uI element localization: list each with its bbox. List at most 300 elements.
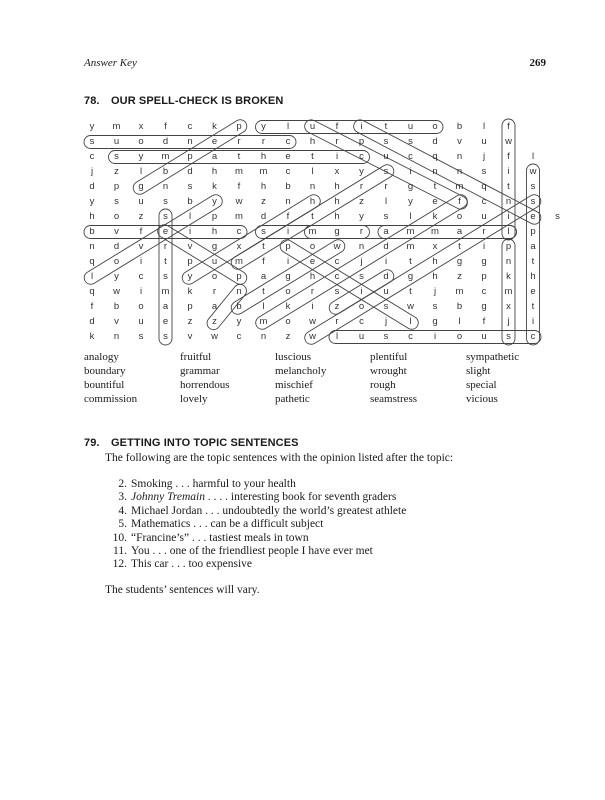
sentence-row [105, 532, 406, 545]
word-item: pathetic [275, 393, 310, 405]
grid-letter: c [481, 286, 487, 297]
word-item: seamstress [370, 393, 418, 405]
grid-letter: d [260, 211, 267, 222]
grid-letter: l [507, 226, 510, 237]
grid-letter: r [335, 316, 339, 327]
grid-letter: o [113, 211, 120, 222]
grid-letter: c [530, 331, 536, 342]
word-item: mischief [275, 379, 313, 391]
grid-letter: d [383, 241, 389, 252]
grid-letter: r [163, 241, 168, 252]
grid-letter: p [358, 136, 365, 147]
grid-letter: b [89, 226, 95, 237]
grid-letter: m [406, 241, 415, 252]
grid-letter: l [262, 301, 265, 312]
grid-letter: d [113, 241, 120, 252]
sentence-number: 5. [118, 518, 127, 531]
grid-letter: r [335, 136, 339, 147]
grid-letter: w [309, 331, 316, 342]
answer-loop [278, 237, 421, 331]
grid-letter: v [114, 316, 119, 327]
grid-letter: n [505, 256, 512, 267]
grid-letter: s [163, 211, 168, 222]
grid-letter: b [113, 301, 120, 312]
grid-letter: n [285, 196, 291, 207]
grid-letter: o [138, 301, 144, 312]
sentence-number: 4. [118, 504, 127, 517]
grid-letter: r [310, 286, 315, 297]
grid-letter: d [187, 166, 193, 177]
grid-letter: s [555, 211, 560, 222]
grid-letter: p [187, 301, 193, 312]
grid-letter: m [259, 316, 268, 327]
grid-letter: l [188, 211, 192, 222]
grid-letter: m [455, 181, 464, 192]
grid-letter: m [161, 151, 170, 162]
grid-letter: x [334, 166, 340, 177]
grid-letter: i [360, 286, 363, 297]
grid-letter: r [261, 136, 266, 147]
grid-letter: c [481, 196, 487, 207]
sentence-topic: Michael Jordan [131, 504, 203, 517]
word-item: luscious [275, 351, 312, 363]
grid-letter: l [286, 121, 290, 132]
word-column [180, 350, 230, 406]
grid-letter: t [507, 181, 510, 192]
grid-letter: w [211, 331, 218, 342]
grid-letter: t [458, 241, 461, 252]
grid-letter: x [432, 241, 438, 252]
word-item: melancholy [275, 365, 327, 377]
grid-letter: n [456, 151, 463, 162]
grid-letter: s [432, 301, 438, 312]
grid-letter: d [89, 181, 95, 192]
grid-letter: z [334, 301, 340, 312]
grid-letter: a [383, 226, 389, 237]
sentence-row [105, 491, 406, 504]
grid-letter: d [383, 271, 389, 282]
grid-letter: m [406, 226, 415, 237]
grid-letter: u [481, 331, 487, 342]
grid-letter: c [285, 136, 291, 147]
grid-letter: h [432, 271, 438, 282]
grid-letter: h [309, 196, 316, 207]
grid-letter: o [358, 301, 365, 312]
grid-letter: i [360, 121, 363, 132]
grid-letter: z [285, 331, 291, 342]
grid-letter: o [456, 331, 463, 342]
word-item: wrought [370, 365, 407, 377]
grid-letter: f [90, 301, 94, 312]
grid-letter: i [139, 256, 143, 267]
word-column [275, 350, 326, 406]
grid-letter: v [187, 241, 193, 252]
grid-letter: l [458, 316, 461, 327]
grid-letter: j [507, 316, 510, 327]
grid-letter: q [481, 181, 487, 192]
grid-letter: c [236, 331, 242, 342]
grid-letter: m [235, 211, 243, 222]
grid-letter: h [334, 181, 340, 192]
grid-letter: m [235, 256, 243, 267]
grid-letter: p [187, 151, 193, 162]
grid-letter: d [162, 136, 169, 147]
grid-letter: y [89, 121, 95, 132]
word-column [370, 350, 417, 406]
sentence-topic: Mathematics [131, 518, 191, 531]
grid-letter: t [237, 151, 241, 162]
sentence-opinion: . . . too expensive [168, 558, 253, 571]
grid-letter: b [285, 181, 291, 192]
grid-letter: r [482, 226, 486, 237]
sentence-row [105, 545, 406, 558]
intro-text: The following are the topic sentences with the opinion listed after the topic: [105, 452, 454, 464]
grid-letter: n [236, 286, 242, 297]
sentence-topic: Johnny Tremain [131, 491, 205, 504]
grid-letter: n [113, 331, 120, 342]
grid-letter: k [432, 211, 438, 222]
grid-letter: p [236, 121, 242, 132]
grid-letter: c [408, 331, 413, 342]
grid-letter: g [138, 181, 144, 192]
grid-letter: c [187, 121, 193, 132]
grid-letter: i [409, 166, 412, 177]
grid-letter: r [212, 286, 217, 297]
grid-letter: i [531, 316, 535, 327]
grid-letter: s [359, 271, 364, 282]
word-column [84, 350, 137, 406]
grid-letter: s [383, 211, 389, 222]
grid-letter: t [409, 286, 412, 297]
grid-letter: s [383, 136, 389, 147]
grid-letter: p [211, 211, 218, 222]
grid-letter: x [236, 241, 242, 252]
grid-letter: f [164, 121, 167, 132]
grid-letter: s [383, 301, 389, 312]
grid-letter: f [262, 256, 265, 267]
grid-letter: n [505, 196, 512, 207]
grid-letter: l [531, 151, 535, 162]
grid-letter: d [89, 316, 95, 327]
grid-letter: o [113, 256, 120, 267]
grid-letter: g [432, 316, 438, 327]
grid-letter: q [89, 286, 95, 297]
grid-letter: t [164, 256, 167, 267]
grid-letter: c [359, 151, 364, 162]
grid-letter: m [504, 286, 513, 297]
section-number: 78. [84, 95, 100, 107]
sentence-number: 10. [112, 531, 127, 544]
grid-letter: c [285, 166, 291, 177]
grid-letter: y [359, 211, 364, 222]
section-title: OUR SPELL-CHECK IS BROKEN [111, 95, 284, 107]
grid-letter: g [334, 226, 340, 237]
word-item: grammar [180, 365, 220, 377]
grid-letter: l [311, 166, 314, 177]
grid-letter: i [482, 241, 486, 252]
grid-letter: p [187, 256, 193, 267]
topic-sentence-list [105, 478, 406, 572]
answer-loop [82, 192, 225, 286]
grid-letter: u [481, 211, 487, 222]
grid-letter: u [358, 331, 365, 342]
grid-letter: y [212, 196, 217, 207]
section-title: GETTING INTO TOPIC SENTENCES [111, 437, 299, 449]
grid-letter: f [482, 316, 486, 327]
grid-letter: r [237, 136, 241, 147]
grid-letter: y [89, 196, 95, 207]
grid-letter: o [432, 121, 438, 132]
sentence-topic: Smoking [131, 478, 173, 490]
word-list [84, 350, 554, 406]
grid-letter: c [138, 271, 144, 282]
grid-letter: y [359, 166, 364, 177]
grid-letter: s [481, 166, 487, 177]
grid-letter: p [505, 241, 512, 252]
grid-letter: y [236, 316, 242, 327]
grid-letter: u [211, 256, 218, 267]
grid-letter: j [433, 286, 437, 297]
grid-letter: c [236, 226, 242, 237]
sentence-row [105, 505, 406, 518]
grid-letter: e [285, 151, 291, 162]
grid-letter: l [409, 316, 412, 327]
grid-letter: m [259, 166, 268, 177]
grid-letter: l [139, 166, 143, 177]
answer-loop [180, 192, 323, 286]
grid-letter: t [311, 151, 314, 162]
word-item: boundary [84, 365, 126, 377]
grid-letter: n [89, 241, 95, 252]
grid-letter: h [432, 256, 438, 267]
grid-letter: s [138, 331, 144, 342]
grid-letter: h [309, 136, 316, 147]
grid-letter: q [89, 256, 95, 267]
grid-letter: n [260, 331, 267, 342]
grid-letter: m [455, 286, 464, 297]
word-search-grid [80, 118, 560, 342]
grid-letter: w [235, 196, 243, 207]
grid-letter: z [114, 166, 119, 177]
grid-letter: h [260, 181, 267, 192]
word-item: slight [466, 365, 491, 377]
grid-letter: y [187, 271, 193, 282]
grid-letter: f [458, 196, 461, 207]
grid-letter: a [260, 271, 267, 282]
grid-letter: f [139, 226, 143, 237]
grid-letter: g [407, 181, 414, 192]
grid-letter: k [187, 286, 193, 297]
grid-letter: f [335, 121, 339, 132]
sentence-row [105, 518, 406, 531]
grid-letter: s [530, 181, 536, 192]
grid-letter: j [384, 316, 388, 327]
sentence-opinion: . . . undoubtedly the world’s greatest athlete [202, 504, 407, 517]
sentence-opinion: . . . . interesting book for seventh graders [205, 491, 397, 504]
grid-letter: l [482, 121, 486, 132]
grid-letter: i [286, 256, 290, 267]
page-header [84, 57, 546, 73]
grid-letter: t [531, 301, 535, 312]
grid-letter: x [506, 301, 511, 312]
grid-letter: a [530, 241, 536, 252]
grid-letter: r [359, 226, 364, 237]
grid-letter: k [212, 181, 217, 192]
grid-letter: i [188, 226, 192, 237]
grid-letter: i [311, 301, 314, 312]
word-item: plentiful [370, 351, 408, 363]
grid-letter: w [113, 286, 120, 297]
grid-letter: s [261, 226, 266, 237]
grid-letter: z [359, 196, 364, 207]
grid-letter: t [433, 181, 437, 192]
grid-letter: q [432, 151, 438, 162]
grid-letter: h [334, 211, 340, 222]
grid-letter: a [456, 226, 463, 237]
grid-letter: s [383, 166, 389, 177]
grid-letter: w [309, 316, 316, 327]
grid-letter: n [358, 241, 365, 252]
grid-letter: m [235, 166, 243, 177]
closing-note: The students’ sentences will vary. [105, 584, 260, 596]
grid-letter: g [211, 241, 218, 252]
grid-letter: u [481, 136, 487, 147]
grid-letter: l [335, 331, 339, 342]
grid-letter: o [285, 316, 291, 327]
grid-letter: o [211, 271, 218, 282]
grid-letter: t [311, 211, 314, 222]
grid-letter: h [211, 226, 218, 237]
grid-letter: a [162, 301, 169, 312]
sentence-topic: This car [131, 558, 169, 571]
grid-letter: v [187, 331, 193, 342]
grid-letter: h [89, 211, 95, 222]
grid-letter: u [383, 151, 389, 162]
grid-letter: s [506, 331, 511, 342]
word-item: horrendous [180, 379, 230, 391]
grid-letter: n [187, 136, 193, 147]
grid-letter: p [530, 226, 536, 237]
sentence-opinion: . . . can be a difficult subject [190, 518, 324, 531]
sentence-number: 2. [118, 478, 127, 490]
word-item: commission [84, 393, 138, 405]
grid-letter: s [530, 196, 536, 207]
word-item: fruitful [180, 351, 212, 363]
grid-letter: w [505, 136, 512, 147]
grid-letter: t [262, 286, 265, 297]
grid-letter: u [138, 196, 144, 207]
grid-letter: i [335, 151, 339, 162]
grid-letter: c [408, 151, 413, 162]
grid-letter: e [162, 316, 169, 327]
grid-letter: r [384, 181, 388, 192]
grid-letter: f [507, 121, 510, 132]
grid-letter: s [163, 196, 168, 207]
grid-letter: t [409, 256, 412, 267]
grid-letter: f [286, 211, 290, 222]
word-item: analogy [84, 351, 119, 363]
grid-letter: y [261, 121, 266, 132]
grid-letter: p [113, 181, 120, 192]
grid-letter: j [360, 256, 363, 267]
word-item: lovely [180, 393, 208, 405]
grid-letter: s [89, 136, 95, 147]
grid-letter: z [212, 316, 217, 327]
grid-letter: t [384, 121, 388, 132]
grid-letter: n [162, 181, 169, 192]
grid-letter: a [211, 151, 218, 162]
grid-letter: b [236, 301, 242, 312]
grid-letter: s [163, 331, 168, 342]
sentence-row [105, 478, 406, 491]
grid-letter: z [187, 316, 193, 327]
grid-letter: r [359, 181, 364, 192]
sentence-number: 3. [118, 491, 127, 504]
grid-letter: s [408, 136, 413, 147]
grid-letter: f [507, 151, 510, 162]
grid-letter: h [260, 151, 267, 162]
grid-letter: l [90, 271, 94, 282]
grid-letter: e [530, 286, 536, 297]
page-number: 269 [529, 57, 546, 69]
grid-letter: u [407, 121, 414, 132]
grid-letter: s [383, 331, 389, 342]
grid-letter: e [309, 256, 316, 267]
grid-letter: i [507, 211, 510, 222]
grid-letter: s [187, 181, 193, 192]
grid-letter: h [309, 271, 316, 282]
grid-letter: a [211, 301, 218, 312]
grid-letter: e [432, 196, 438, 207]
grid-letter: i [384, 256, 388, 267]
grid-letter: b [456, 301, 463, 312]
grid-letter: p [285, 241, 291, 252]
word-item: rough [370, 379, 396, 391]
grid-letter: u [309, 121, 316, 132]
grid-letter: j [482, 151, 486, 162]
sentence-opinion: . . . tastiest meals in town [189, 531, 309, 544]
grid-letter: d [432, 136, 438, 147]
grid-letter: j [90, 166, 94, 177]
grid-letter: l [384, 196, 388, 207]
grid-letter: u [383, 286, 389, 297]
grid-letter: i [507, 166, 510, 177]
grid-letter: i [286, 226, 290, 237]
grid-letter: e [211, 136, 218, 147]
grid-letter: n [309, 181, 316, 192]
grid-letter: i [433, 331, 437, 342]
grid-letter: m [112, 121, 121, 132]
grid-letter: g [285, 271, 291, 282]
grid-letter: u [138, 316, 144, 327]
grid-letter: k [506, 271, 511, 282]
running-head: Answer Key [84, 57, 137, 69]
grid-letter: n [432, 166, 438, 177]
grid-letter: u [113, 136, 120, 147]
sentence-topic: “Francine’s” [131, 531, 190, 544]
grid-letter: g [481, 256, 487, 267]
grid-letter: k [89, 331, 95, 342]
grid-letter: l [409, 211, 412, 222]
word-column [466, 350, 519, 406]
grid-letter: v [114, 226, 119, 237]
grid-letter: s [114, 151, 119, 162]
grid-letter: s [163, 271, 168, 282]
grid-letter: c [89, 151, 95, 162]
grid-letter: p [481, 271, 487, 282]
section-number: 79. [84, 437, 100, 449]
word-item: special [466, 379, 497, 391]
